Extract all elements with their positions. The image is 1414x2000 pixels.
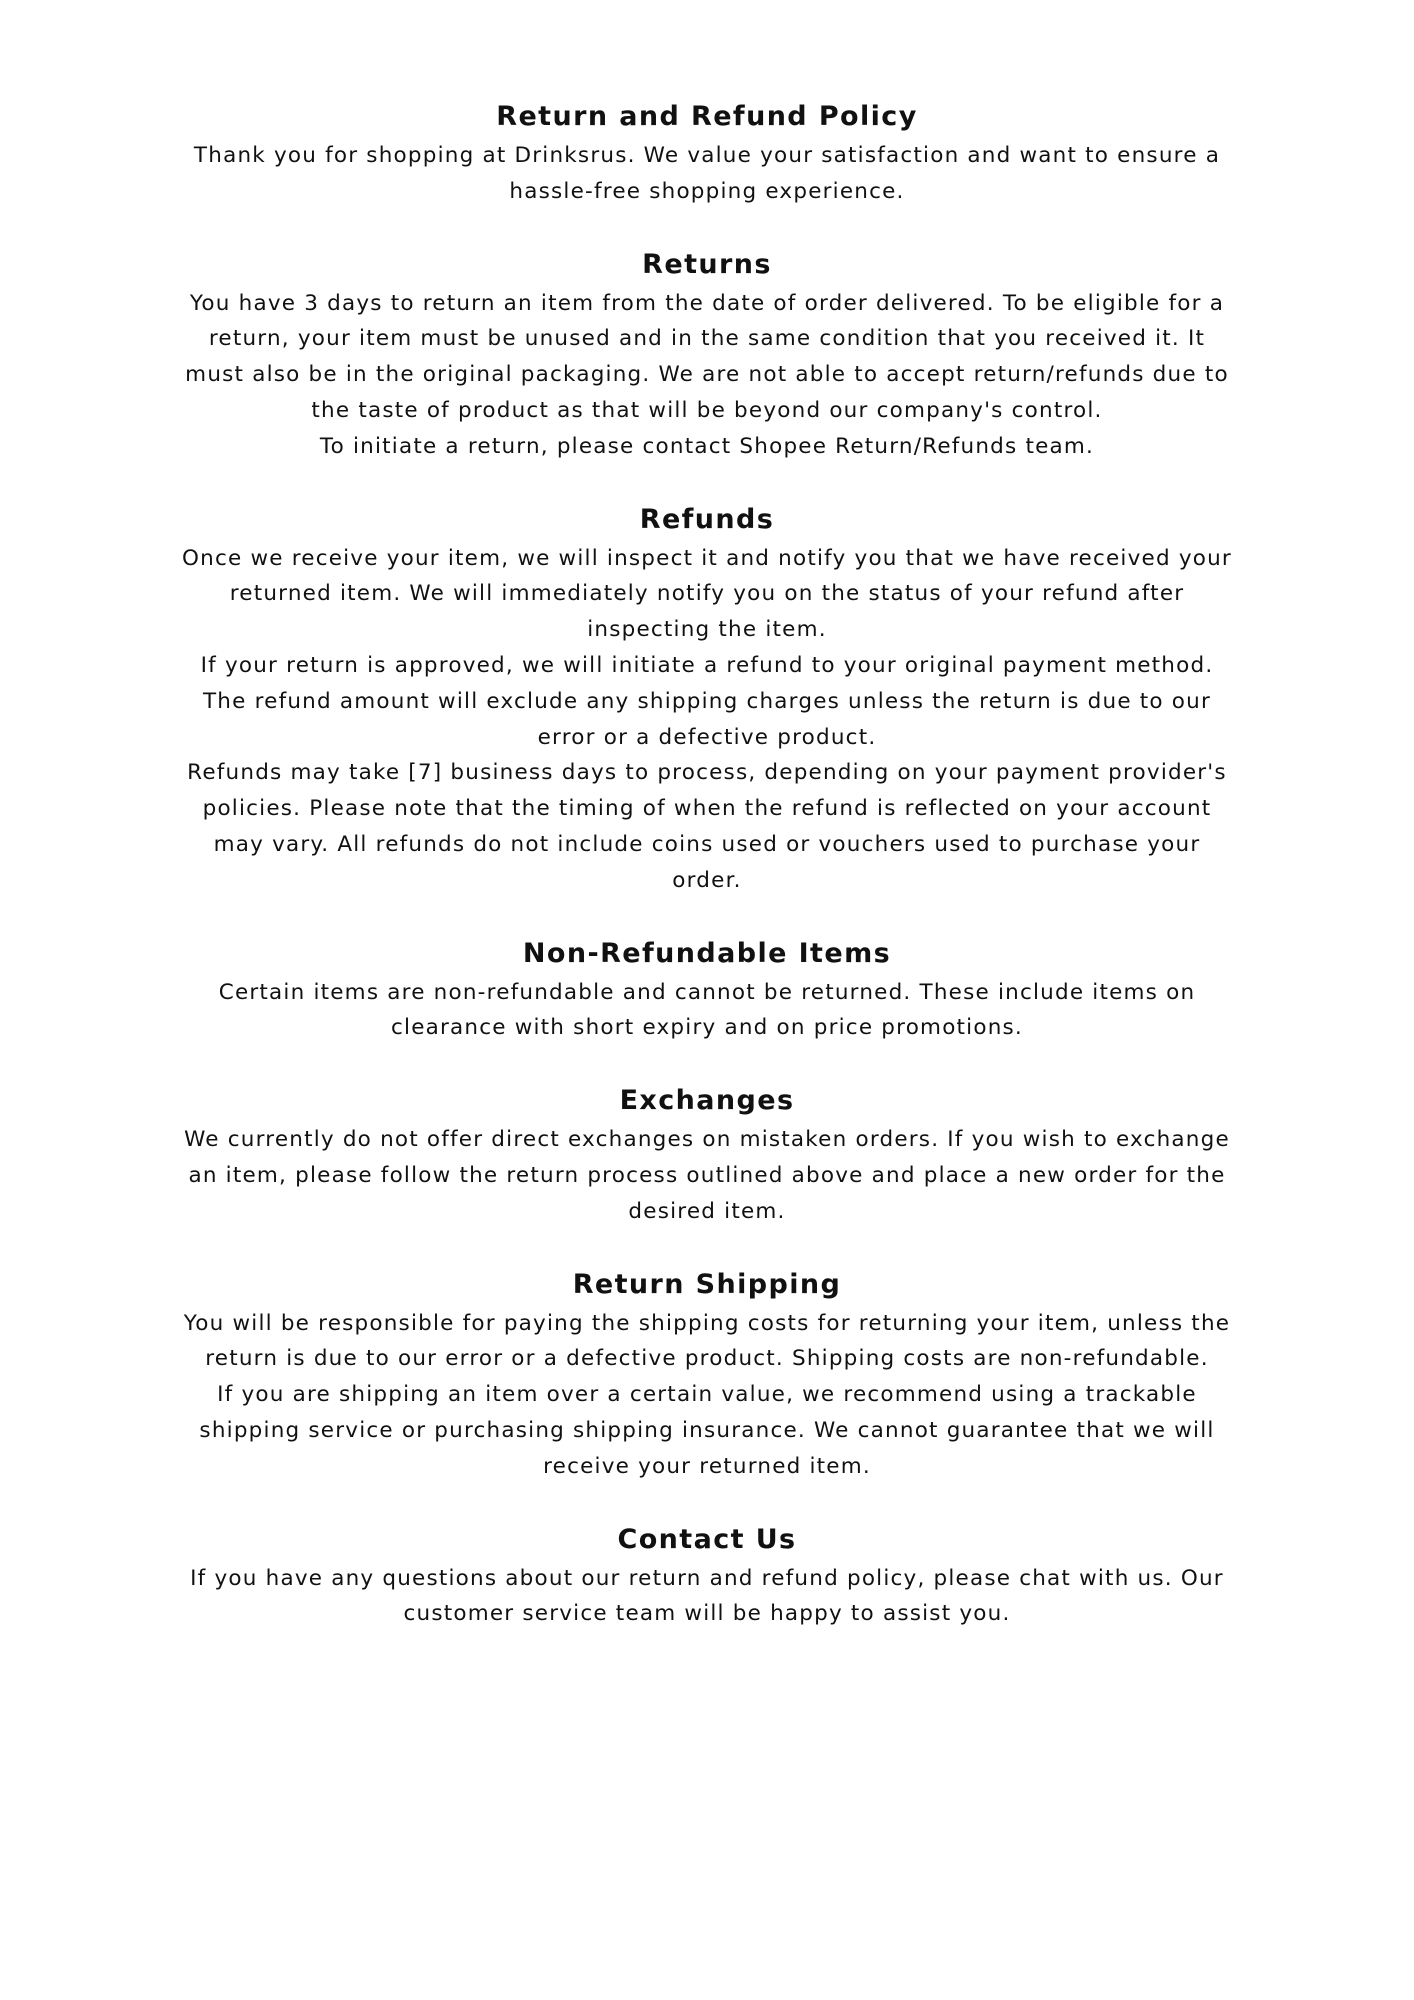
- section-paragraph: If you have any questions about our return and refund policy, please chat with us. Our customer service team will be happy to assist you.: [190, 1565, 1224, 1627]
- section-contact-us: [100, 1519, 1314, 1633]
- section-paragraph: If your return is approved, we will initiate a refund to your original payment method. The refund amount will exclude any shipping charges unless the return is due to our error or a defective product.: [200, 652, 1214, 750]
- section-non-refundable-items: [100, 933, 1314, 1047]
- section-paragraph: You have 3 days to return an item from the date of order delivered. To be eligible for a return, your item must be unused and in the same condition that you received it. It must also be in the original packaging. We are not able to accept return/refunds due to the taste of product as that will be beyond our company's control.: [185, 290, 1229, 423]
- section-return-shipping: [100, 1264, 1314, 1485]
- section-heading: Returns: [642, 248, 772, 280]
- section-paragraph: Refunds may take [7] business days to process, depending on your payment provider's policies. Please note that the timing of when the refund is reflected on your account may vary. All refunds do not include coins used or vouchers used to purchase your order.: [187, 760, 1227, 893]
- section-heading: Return Shipping: [572, 1268, 842, 1300]
- section-paragraph: We currently do not offer direct exchanges on mistaken orders. If you wish to exchange an item, please follow the return process outlined above and place a new order for the desired item.: [184, 1127, 1230, 1224]
- section-paragraph: If you are shipping an item over a certain value, we recommend using a trackable shipping service or purchasing shipping insurance. We cannot guarantee that we will receive your returned item.: [199, 1382, 1215, 1479]
- section-paragraph: To initiate a return, please contact Shopee Return/Refunds team.: [319, 433, 1095, 459]
- section-exchanges: [100, 1080, 1314, 1229]
- section-heading: Contact Us: [617, 1523, 797, 1555]
- section-paragraph: Certain items are non-refundable and cannot be returned. These include items on clearance with short expiry and on price promotions.: [218, 979, 1196, 1041]
- page-title: Return and Refund Policy: [496, 101, 918, 132]
- section-heading: Refunds: [639, 503, 775, 535]
- policy-document: [100, 96, 1314, 1632]
- intro-text: Thank you for shopping at Drinksrus. We value your satisfaction and want to ensure a hassle-free shopping experience.: [193, 143, 1221, 204]
- section-paragraph: Once we receive your item, we will inspect it and notify you that we have received your returned item. We will immediately notify you on the status of your refund after inspecting the item.: [182, 545, 1232, 643]
- section-paragraph: You will be responsible for paying the shipping costs for returning your item, unless the return is due to our error or a defective product. Shipping costs are non-refundable.: [183, 1310, 1231, 1372]
- section-heading: Non-Refundable Items: [522, 937, 892, 969]
- section-refunds: [100, 499, 1314, 899]
- section-returns: [100, 244, 1314, 465]
- section-heading: Exchanges: [619, 1085, 795, 1117]
